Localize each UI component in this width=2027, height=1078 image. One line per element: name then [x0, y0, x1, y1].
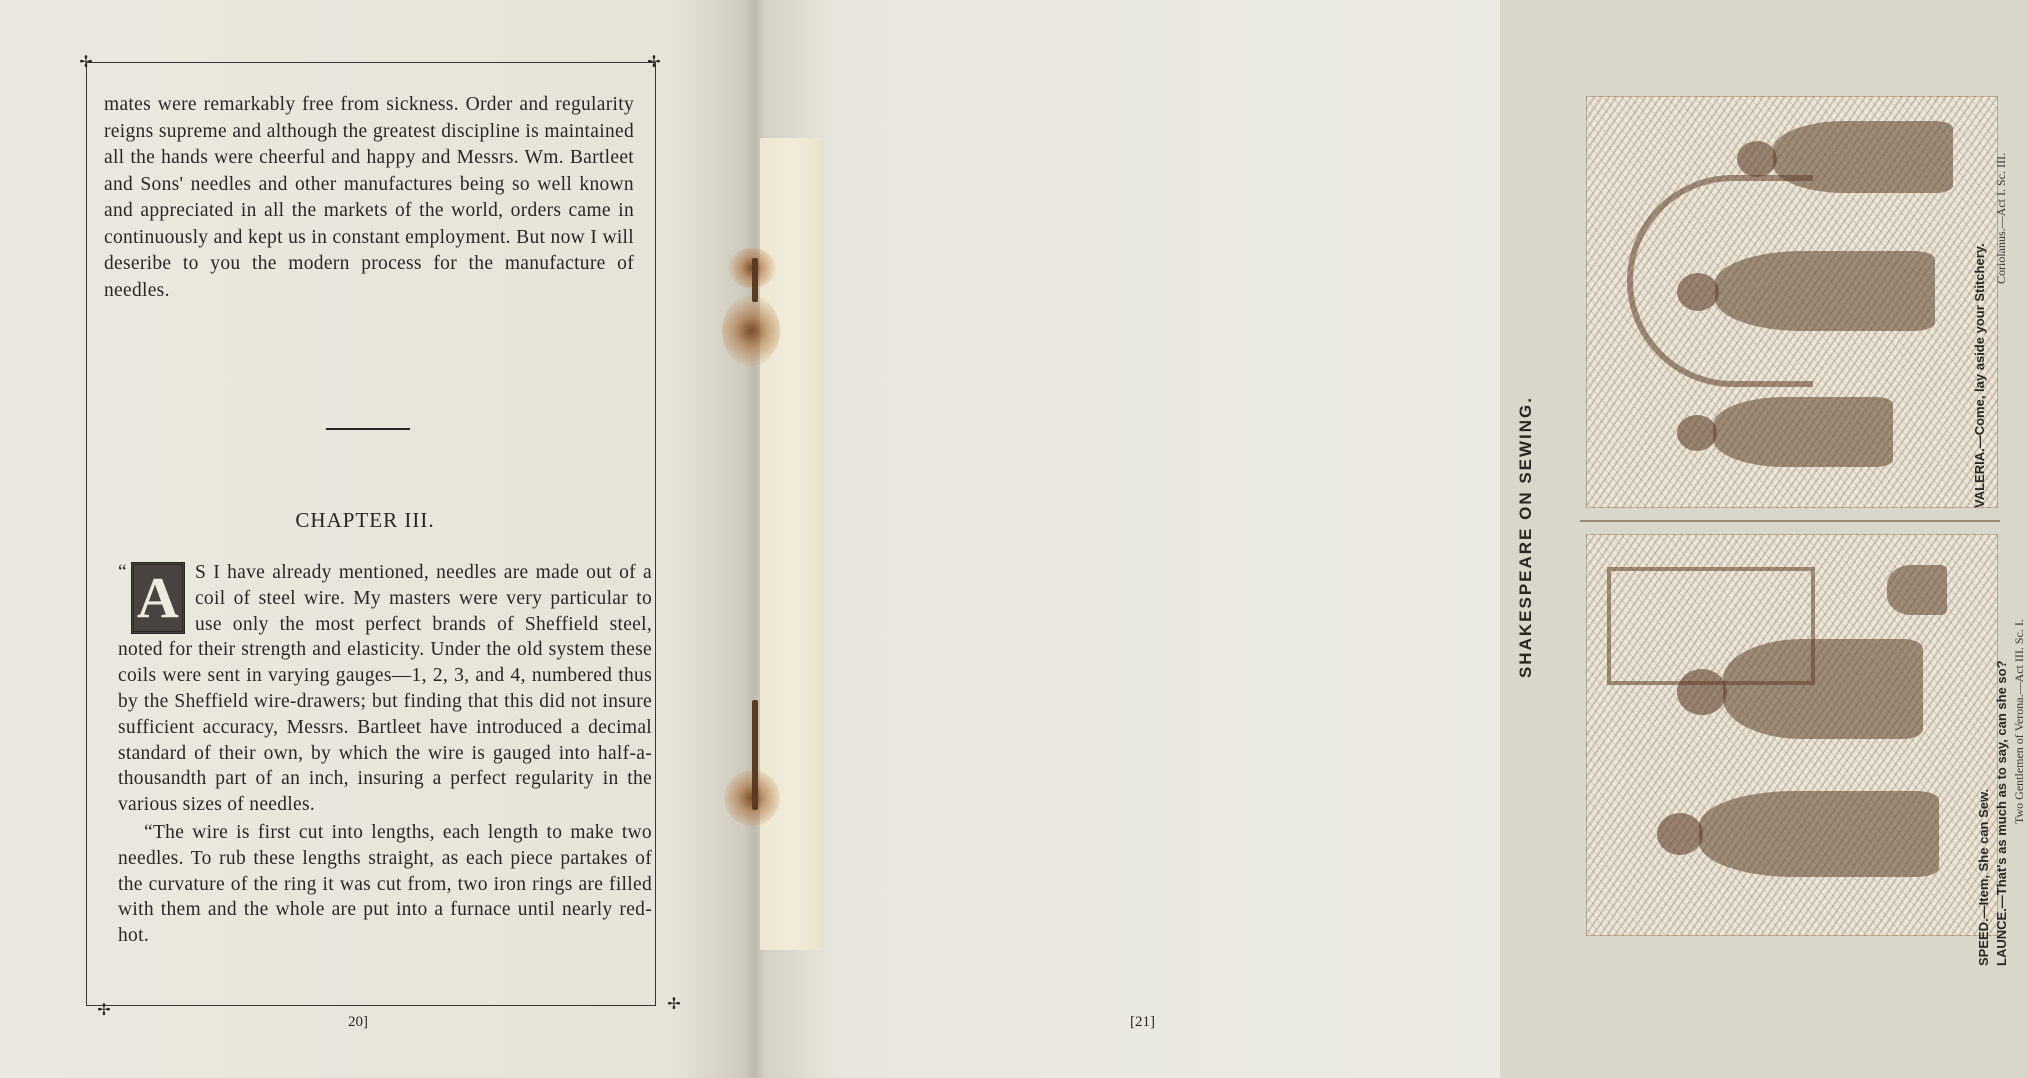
figure-head-drawing — [1657, 813, 1703, 855]
section-divider — [326, 428, 410, 430]
page-number: [21] — [1130, 1014, 1155, 1030]
caption-source: Coriolanus.—Act I. Sc. III. — [1994, 153, 2008, 284]
dog-drawing — [1887, 565, 1947, 615]
caption-valeria: VALERIA.—Come, lay aside your Stitchery. — [1972, 243, 1987, 508]
caption-source: Two Gentlemen of Verona.—Act III. Sc. I. — [2012, 619, 2026, 824]
figure-head-drawing — [1677, 669, 1727, 715]
figure-drawing — [1723, 639, 1923, 739]
chapter-title: CHAPTER III. — [295, 508, 435, 532]
plate-divider — [1580, 520, 2000, 522]
plate-title: SHAKESPEARE ON SEWING. — [1516, 395, 1535, 679]
opening-quote: “ — [118, 562, 127, 583]
figure-drawing — [1713, 397, 1893, 467]
corner-cross-icon: ✢ — [647, 52, 661, 71]
figure-head-drawing — [1737, 141, 1777, 177]
illustration-coriolanus — [1586, 96, 1998, 508]
corner-cross-icon: ✢ — [79, 52, 93, 71]
figure-drawing — [1699, 791, 1939, 877]
top-paragraph: mates were remarkably free from sickness. Order and regularity reigns supreme and although the greatest discipline is maintained all the hands were cheerful and happy and Messrs. Wm. Bartleet and Sons' needles and other manufactures being so well known and appreciated in all the markets of the world, orders came in continuously and kept us in constant employment. But now I will deseribe to you the modern process for the manufacture of needles. — [104, 94, 634, 301]
figure-head-drawing — [1677, 273, 1719, 311]
illustration-two-gentlemen — [1586, 534, 1998, 936]
chapter-body — [118, 560, 652, 949]
corner-cross-icon: ✢ — [97, 1000, 111, 1019]
drop-cap: A — [131, 562, 185, 634]
figure-head-drawing — [1677, 415, 1717, 451]
figure-drawing — [1715, 251, 1935, 331]
chapter-paragraph: “The wire is first cut into lengths, each length to make two needles. To rub these lengths straight, as each piece partakes of the curvature of the ring it was cut from, two iron rings are filled with them and the whole are put into a furnace until nearly red-hot. — [118, 821, 652, 947]
left-page — [0, 0, 752, 1078]
chapter-paragraph: S I have already mentioned, needles are made out of a coil of steel wire. My masters were very particular to use only the most perfect brands of Sheffield steel, noted for their strength and elasticity. Under the old system these coils were sent in varying gauges—1, 2, 3, and 4, numbered thus by the Sheffield wire-drawers; but finding that this did not insure sufficient accuracy, Messrs. Bartleet have introduced a decimal standard of their own, by which the wire is gauged into half-a-thousandth part of an inch, insuring a perfect regularity in the various sizes of needles. — [118, 562, 652, 816]
caption-speed: SPEED.—Item, She can Sew. — [1976, 788, 1991, 966]
corner-cross-icon: ✢ — [667, 994, 681, 1013]
rotated-plate — [1420, 80, 2026, 994]
page-number: 20] — [348, 1014, 368, 1030]
caption-launce: LAUNCE.—That's as much as to say, can she so? — [1994, 660, 2009, 966]
right-page — [752, 0, 2026, 1078]
figure-drawing — [1773, 121, 1953, 193]
